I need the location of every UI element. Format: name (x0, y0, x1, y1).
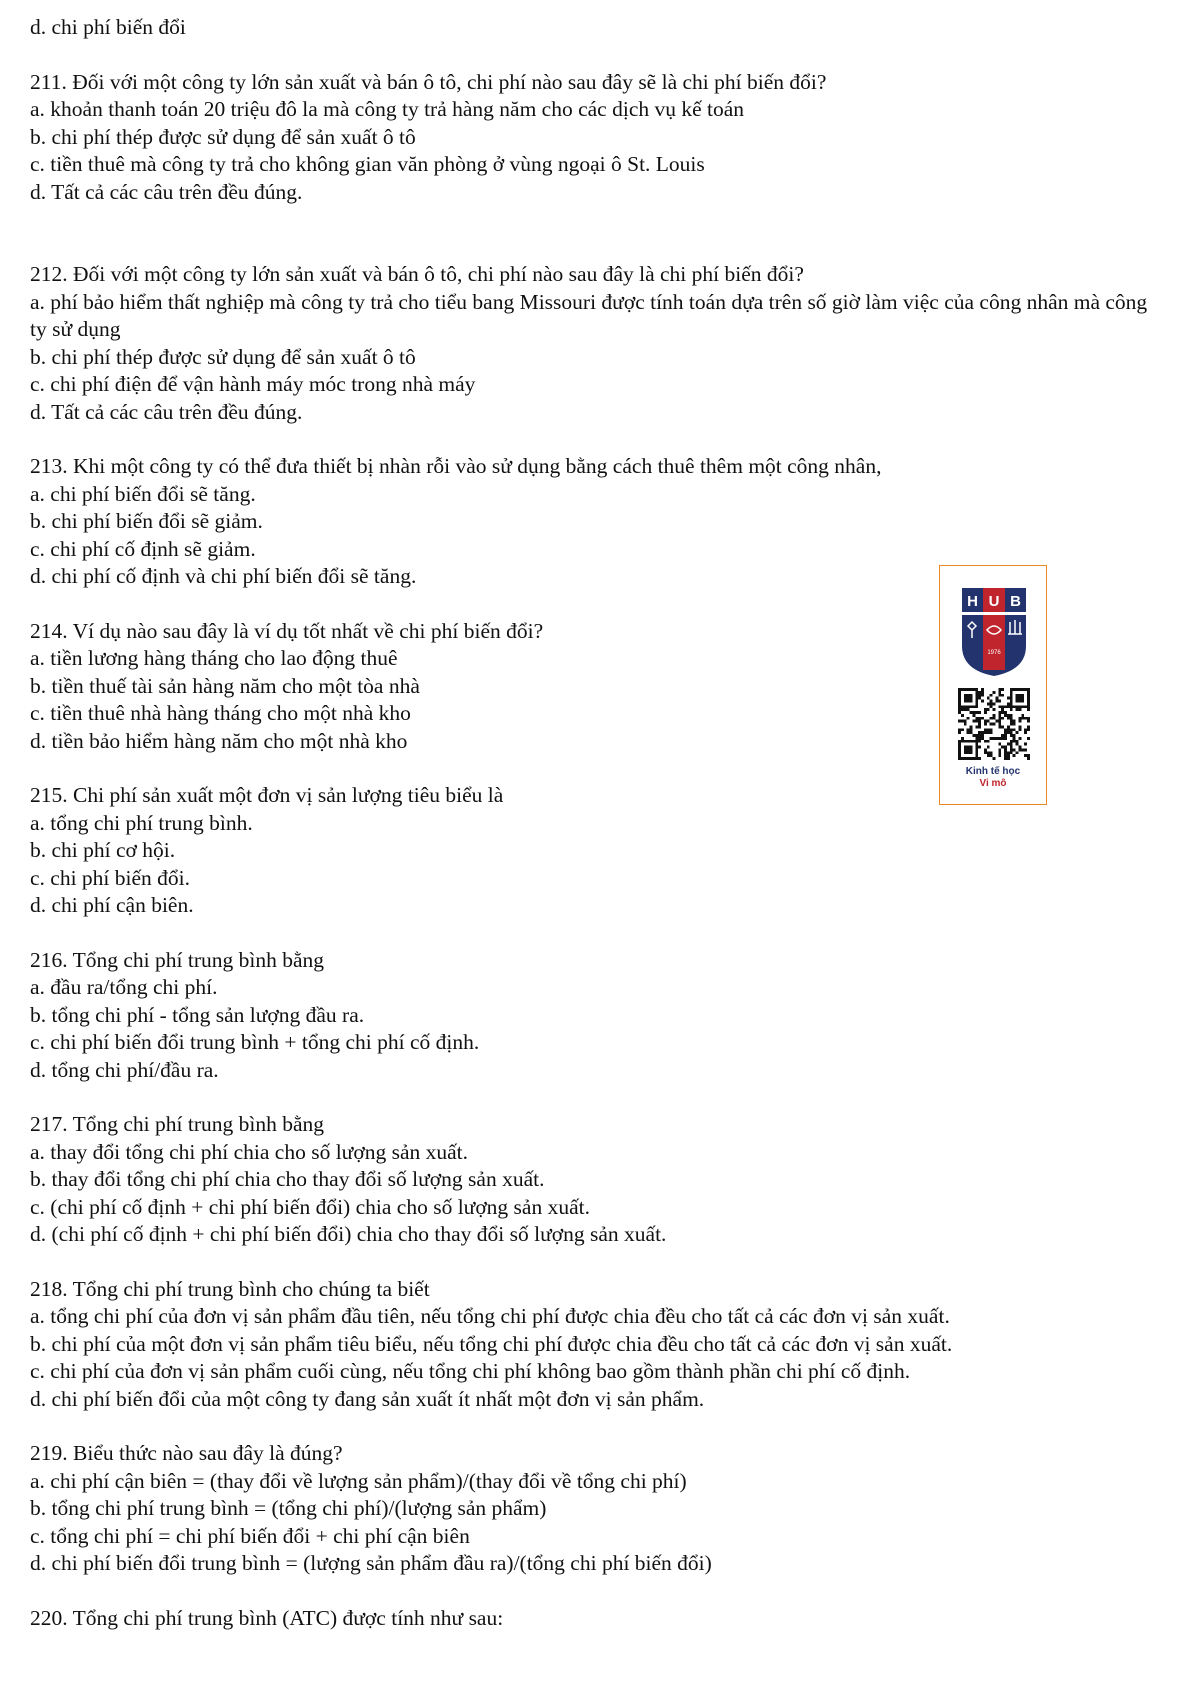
logo-caption-subtitle: Vi mô (979, 778, 1007, 789)
hub-shield-logo (960, 586, 1028, 678)
text-line: b. chi phí cơ hội. (30, 838, 176, 862)
text-line: b. chi phí của một đơn vị sản phẩm tiêu biểu, nếu tổng chi phí được chia đều cho tất cả các đơn vị sản xuất. (30, 1331, 953, 1356)
text-line: a. tiền lương hàng tháng cho lao động thuê (30, 646, 398, 670)
text-line: d. chi phí biến đổi (30, 15, 186, 39)
spacer (30, 206, 1165, 261)
logo-letter-u: U (988, 593, 1000, 610)
text-line: a. tổng chi phí của đơn vị sản phẩm đầu tiên, nếu tổng chi phí được chia đều cho tất cả các đơn vị sản xuất. (30, 1304, 950, 1328)
text-line: 219. Biểu thức nào sau đây là đúng? (30, 1441, 343, 1465)
text-line: d. tiền bảo hiểm hàng năm cho một nhà kho (30, 728, 408, 753)
spacer (30, 1084, 1165, 1111)
text-line: b. tổng chi phí - tổng sản lượng đầu ra. (30, 1002, 365, 1027)
text-line: c. chi phí cố định sẽ giảm. (30, 536, 256, 561)
text-line: c. chi phí của đơn vị sản phẩm cuối cùng, nếu tổng chi phí không bao gồm thành phần chi phí cố định. (30, 1359, 911, 1383)
text-line: 212. Đối với một công ty lớn sản xuất và bán ô tô, chi phí nào sau đây là chi phí biến đổi? (30, 262, 804, 286)
text-line: c. chi phí điện để vận hành máy móc trong nhà máy (30, 372, 476, 396)
text-line: 215. Chi phí sản xuất một đơn vị sản lượng tiêu biểu là (30, 783, 504, 807)
qr-code (958, 688, 1030, 760)
text-line: 213. Khi một công ty có thể đưa thiết bị nhàn rỗi vào sử dụng bằng cách thuê thêm một công nhân, (30, 454, 882, 478)
hub-logo-card (939, 565, 1047, 805)
text-line: 211. Đối với một công ty lớn sản xuất và bán ô tô, chi phí nào sau đây sẽ là chi phí biến đổi? (30, 69, 827, 94)
spacer (30, 426, 1165, 453)
text-line: b. chi phí thép được sử dụng để sản xuất ô tô (30, 344, 416, 369)
text-line: a. khoản thanh toán 20 triệu đô la mà công ty trả hàng năm cho các dịch vụ kế toán (30, 97, 745, 121)
text-line: c. (chi phí cố định + chi phí biến đổi) chia cho số lượng sản xuất. (30, 1194, 590, 1219)
text-line: d. chi phí cố định và chi phí biến đổi sẽ tăng. (30, 564, 417, 588)
spacer (30, 920, 1165, 947)
text-line: b. chi phí thép được sử dụng để sản xuất ô tô (30, 124, 416, 149)
text-line: d. chi phí biến đổi của một công ty đang sản xuất ít nhất một đơn vị sản phẩm. (30, 1386, 705, 1411)
text-line: c. chi phí biến đổi. (30, 865, 191, 890)
text-line: a. đầu ra/tổng chi phí. (30, 975, 218, 999)
text-line: b. chi phí biến đổi sẽ giảm. (30, 509, 263, 533)
text-line: d. chi phí biến đổi trung bình = (lượng sản phẩm đầu ra)/(tổng chi phí biến đổi) (30, 1551, 712, 1575)
text-line: c. tổng chi phí = chi phí biến đổi + chi phí cận biên (30, 1523, 470, 1548)
text-line: a. phí bảo hiểm thất nghiệp mà công ty trả cho tiểu bang Missouri được tính toán dựa trên số giờ làm việc của công nhân mà công ty sử dụng (30, 289, 1148, 341)
logo-caption-title: Kinh tế học (965, 766, 1021, 777)
text-line: d. Tất cả các câu trên đều đúng. (30, 179, 303, 204)
logo-year: 1976 (987, 650, 1001, 656)
text-line: c. chi phí biến đổi trung bình + tổng chi phí cố định. (30, 1030, 480, 1054)
text-line: a. chi phí biến đổi sẽ tăng. (30, 481, 256, 506)
text-line: a. chi phí cận biên = (thay đổi về lượng sản phẩm)/(thay đổi về tổng chi phí) (30, 1468, 687, 1493)
text-line: a. thay đổi tổng chi phí chia cho số lượng sản xuất. (30, 1139, 469, 1164)
text-line: a. tổng chi phí trung bình. (30, 810, 253, 835)
spacer (30, 1578, 1165, 1605)
text-line: d. (chi phí cố định + chi phí biến đổi) chia cho thay đổi số lượng sản xuất. (30, 1222, 667, 1246)
spacer (30, 42, 1165, 69)
text-line: d. tổng chi phí/đầu ra. (30, 1057, 219, 1082)
logo-letter-b: B (1010, 593, 1021, 610)
text-line: d. chi phí cận biên. (30, 893, 194, 917)
text-line: 214. Ví dụ nào sau đây là ví dụ tốt nhất về chi phí biến đổi? (30, 618, 544, 643)
text-line: 217. Tổng chi phí trung bình bằng (30, 1112, 325, 1136)
text-line: b. tiền thuế tài sản hàng năm cho một tòa nhà (30, 673, 420, 698)
text-line: 218. Tổng chi phí trung bình cho chúng ta biết (30, 1276, 430, 1301)
text-line: 216. Tổng chi phí trung bình bằng (30, 947, 325, 972)
text-line: c. tiền thuê nhà hàng tháng cho một nhà kho (30, 701, 411, 725)
text-line: b. tổng chi phí trung bình = (tổng chi phí)/(lượng sản phẩm) (30, 1496, 547, 1520)
logo-letter-h: H (967, 593, 978, 610)
text-line: d. Tất cả các câu trên đều đúng. (30, 399, 303, 424)
text-line: c. tiền thuê mà công ty trả cho không gian văn phòng ở vùng ngoại ô St. Louis (30, 152, 705, 176)
text-line: b. thay đổi tổng chi phí chia cho thay đổi số lượng sản xuất. (30, 1167, 545, 1191)
question-text (30, 14, 1165, 1632)
text-line: 220. Tổng chi phí trung bình (ATC) được tính như sau: (30, 1605, 504, 1630)
spacer (30, 1413, 1165, 1440)
spacer (30, 1249, 1165, 1276)
